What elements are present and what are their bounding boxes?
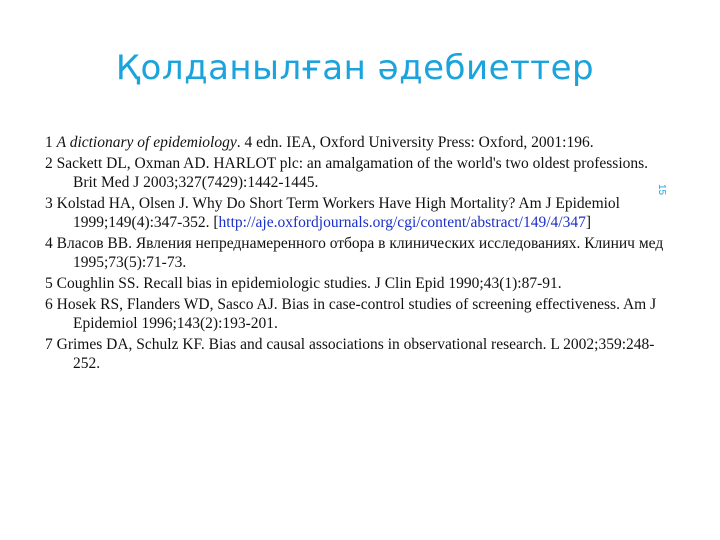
- reference-item-5: [45, 274, 665, 293]
- reference-number: 7: [45, 336, 53, 353]
- reference-number: 5: [45, 275, 53, 292]
- reference-number: 6: [45, 296, 53, 313]
- reference-title: A dictionary of epidemiology: [56, 134, 237, 151]
- reference-item-3: [45, 194, 665, 232]
- reference-item-2: [45, 154, 665, 192]
- reference-item-1: [45, 133, 665, 152]
- reference-number: 4: [45, 235, 53, 252]
- slide-title: Қолданылған әдебиеттер: [115, 48, 595, 88]
- reference-text: Власов ВВ. Явления непреднамеренного отбора в клинических исследованиях. Клинич мед 1995;73(5):71-73.: [56, 235, 664, 271]
- reference-item-7: [45, 335, 665, 373]
- reference-text-after: ]: [585, 214, 592, 231]
- reference-number: 1: [45, 134, 53, 151]
- reference-text: Hosek RS, Flanders WD, Sasco AJ. Bias in case-control studies of screening effectiveness. Am J Epidemiol 1996;143(2):193-201.: [56, 296, 657, 332]
- page-number: 15: [656, 184, 667, 196]
- reference-text: Sackett DL, Oxman AD. HARLOT plc: an amalgamation of the world's two oldest professions. Brit Med J 2003;327(7429):1442-1445.: [56, 155, 649, 191]
- reference-text: . 4 edn. IEA, Oxford University Press: Oxford, 2001:196.: [236, 134, 594, 151]
- reference-text: Grimes DA, Schulz KF. Bias and causal associations in observational research. L 2002;359:248-252.: [56, 336, 655, 372]
- reference-list: [45, 133, 665, 375]
- reference-number: 2: [45, 155, 53, 172]
- reference-link[interactable]: http://aje.oxfordjournals.org/cgi/content/abstract/149/4/347: [218, 214, 586, 231]
- reference-item-6: [45, 295, 665, 333]
- reference-text: Coughlin SS. Recall bias in epidemiologic studies. J Clin Epid 1990;43(1):87-91.: [56, 275, 562, 292]
- reference-number: 3: [45, 195, 53, 212]
- reference-text: Kolstad HA, Olsen J. Why Do Short Term Workers Have High Mortality? Am J Epidemiol 1999;149(4):347-352. [: [56, 195, 620, 231]
- reference-item-4: [45, 234, 665, 272]
